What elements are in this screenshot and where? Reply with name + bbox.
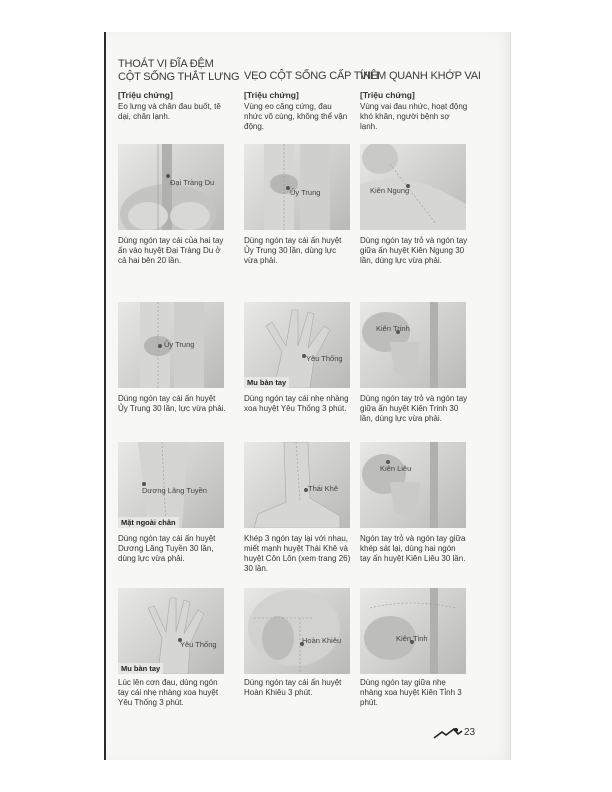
section-title: THOÁT VỊ ĐĨA ĐỆM CỘT SỐNG THẮT LƯNG	[118, 58, 240, 83]
figure-back-knee	[244, 144, 350, 230]
shoulder-blade-illustration	[360, 588, 466, 674]
acupoint-marker	[158, 344, 162, 348]
acupoint-label: Hoàn Khiêu	[302, 636, 342, 645]
figure-shoulder-back	[360, 442, 466, 528]
acupoint-label: Kiên Tỉnh	[396, 634, 428, 643]
acupoint-label: Kiên Trinh	[376, 324, 410, 333]
section-title: VẸO CỘT SỐNG CẤP TÍNH	[244, 70, 379, 82]
symptom-heading: [Triệu chứng]	[244, 90, 299, 100]
acupoint-label: Ủy Trung	[164, 340, 195, 349]
shoulder-blade-illustration	[360, 442, 466, 528]
page-number: 23	[464, 727, 476, 738]
shoulder-blade-illustration	[360, 302, 466, 388]
symptom-text: Vùng eo căng cứng, đau nhức vô cùng, không thể vận động.	[244, 102, 348, 131]
acupoint-label: Dương Lăng Tuyền	[142, 486, 207, 495]
figure-lower-back	[118, 144, 224, 230]
acupoint-label: Kiên Ngung	[370, 186, 410, 195]
figure-caption: Dùng ngón tay cái của hai tay ấn vào huyệt Đại Tràng Du ở cả hai bên 20 lần.	[118, 236, 224, 265]
hand-illustration	[244, 302, 350, 388]
lower-back-illustration	[118, 144, 224, 230]
figure-caption: Dùng ngón tay trỏ và ngón tay giữa ấn huyệt Kiên Trinh 30 lần, dùng lực vừa phải.	[360, 394, 468, 423]
figure-hand-back	[244, 302, 350, 388]
section-title: VIÊM QUANH KHỚP VAI	[360, 70, 481, 82]
view-tag: Mặt ngoài chân	[118, 517, 179, 528]
symptom-text: Eo lưng và chân đau buốt, tê dại, chân lạnh.	[118, 102, 221, 121]
figure-hand-back	[118, 588, 224, 674]
acupoint-label: Ủy Trung	[290, 188, 321, 197]
symptom-text: Vùng vai đau nhức, hoạt động khó khăn, người bệnh sợ lạnh.	[360, 102, 468, 131]
view-tag: Mu bàn tay	[244, 377, 289, 388]
figure-caption: Dùng ngón tay cái ấn huyệt Dương Lăng Tuyền 30 lần, dùng lực vừa phải.	[118, 534, 216, 563]
figure-shoulder-back	[360, 302, 466, 388]
view-tag: Mu bàn tay	[118, 663, 163, 674]
decorative-figure-icon	[432, 726, 464, 742]
hip-illustration	[244, 588, 350, 674]
figure-caption: Khép 3 ngón tay lại với nhau, miết mạnh huyệt Thái Khê và huyệt Côn Lôn (xem trang 26) 30 lần.	[244, 534, 351, 573]
figure-back-knee	[118, 302, 224, 388]
figure-caption: Dùng ngón tay cái nhẹ nhàng xoa huyệt Yêu Thống 3 phút.	[244, 394, 349, 413]
figure-caption: Dùng ngón tay trỏ và ngón tay giữa ấn huyệt Kiên Ngung 30 lần, dùng lực vừa phải.	[360, 236, 468, 265]
acupoint-label: Yêu Thống	[180, 640, 217, 649]
symptom-heading: [Triệu chứng]	[118, 90, 173, 100]
figure-caption: Dùng ngón tay cái ấn huyệt Ủy Trung 30 lần, lực vừa phải.	[118, 394, 226, 413]
acupoint-label: Kiên Liêu	[380, 464, 412, 473]
figure-shoulder-front	[360, 144, 466, 230]
figure-shoulder-back	[360, 588, 466, 674]
figure-caption: Dùng ngón tay giữa nhẹ nhàng xoa huyệt Kiên Tỉnh 3 phút.	[360, 678, 462, 707]
back-knee-illustration	[244, 144, 350, 230]
figure-caption: Lúc lên cơn đau, dùng ngón tay cái nhẹ nhàng xoa huyệt Yêu Thống 3 phút.	[118, 678, 219, 707]
page-footer	[432, 726, 492, 742]
hand-illustration	[118, 588, 224, 674]
acupoint-label: Yêu Thống	[306, 354, 343, 363]
book-page	[104, 32, 511, 760]
acupoint-label: Thái Khê	[308, 484, 339, 493]
figure-hip	[244, 588, 350, 674]
figure-ankle	[244, 442, 350, 528]
figure-outer-leg	[118, 442, 224, 528]
figure-caption: Ngón tay trỏ và ngón tay giữa khép sát lại, dùng hai ngón tay ấn huyệt Kiên Liêu 30 lần.	[360, 534, 466, 563]
acupoint-label: Đại Tràng Du	[170, 178, 215, 187]
figure-caption: Dùng ngón tay cái ấn huyệt Ủy Trung 30 lần, dùng lực vừa phải.	[244, 236, 342, 265]
outer-leg-illustration	[118, 442, 224, 528]
symptom-heading: [Triệu chứng]	[360, 90, 415, 100]
figure-caption: Dùng ngón tay cái ấn huyệt Hoàn Khiêu 3 phút.	[244, 678, 342, 697]
